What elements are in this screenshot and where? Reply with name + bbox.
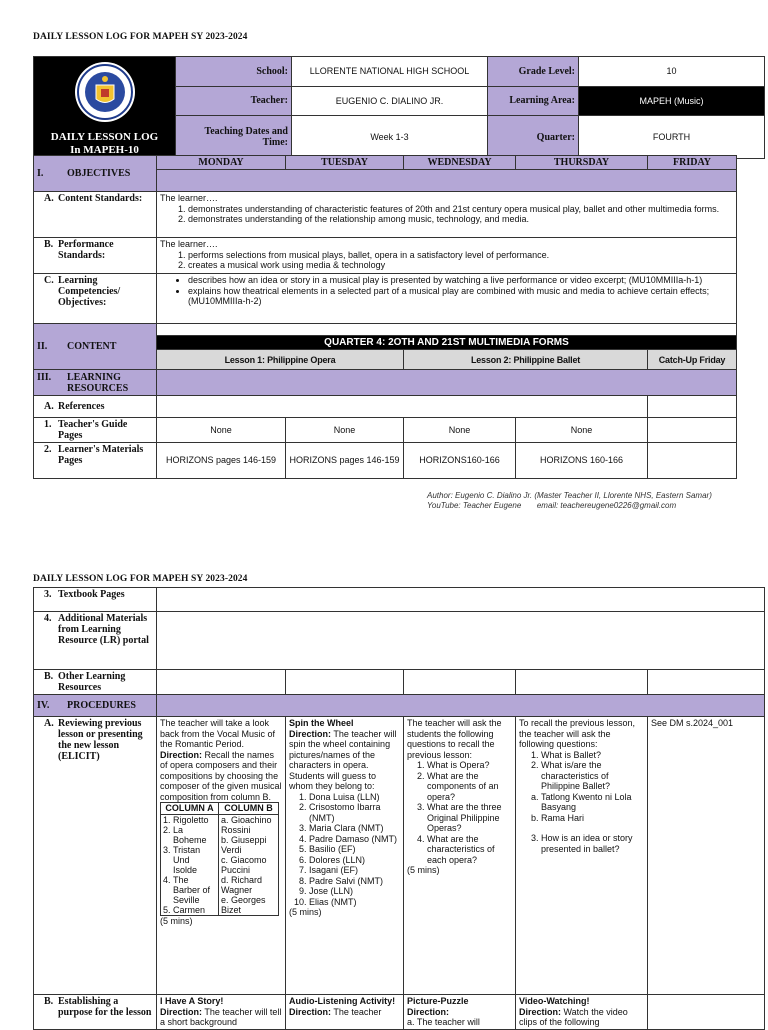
lm-monday: HORIZONS pages 146-159 xyxy=(157,443,286,479)
day-monday: MONDAY xyxy=(157,156,286,170)
references-friday xyxy=(648,396,737,418)
lm-wednesday: HORIZONS160-166 xyxy=(404,443,516,479)
tg-wednesday: None xyxy=(404,418,516,443)
teacher-value: EUGENIO C. DIALINO JR. xyxy=(292,86,488,116)
resources-heading: III. LEARNING RESOURCES xyxy=(34,370,157,396)
page2-title: DAILY LESSON LOG FOR MAPEH SY 2023-2024 xyxy=(33,574,248,584)
review-label: A. Reviewing previous lesson or presenting the new lesson (ELICIT) xyxy=(34,717,157,995)
tg-thursday: None xyxy=(516,418,648,443)
tg-monday: None xyxy=(157,418,286,443)
lm-thursday: HORIZONS 160-166 xyxy=(516,443,648,479)
author-note xyxy=(427,491,712,511)
review-thursday: To recall the previous lesson, the teacher will ask the following questions: 1. What is Ballet? 2. What is/are the characteristics of Philippine Ballet? a. Tatlong Kwento ni Lola Basyang b. Rama Hari 3. How is an idea or story presented in ballet? xyxy=(516,717,648,995)
objectives-spacer xyxy=(157,170,737,192)
school-label: School: xyxy=(176,57,292,87)
purpose-wednesday: Picture-Puzzle Direction: a. The teacher will xyxy=(404,995,516,1030)
day-thursday: THURSDAY xyxy=(516,156,648,170)
purpose-label: B. Establishing a purpose for the lesson xyxy=(34,995,157,1030)
lm-tuesday: HORIZONS pages 146-159 xyxy=(286,443,404,479)
deped-logo-cell xyxy=(34,57,176,159)
tg-label: 1. Teacher's Guide Pages xyxy=(34,418,157,443)
author-line: Author: Eugenio C. Dialino Jr. (Master Teacher II, Llorente NHS, Eastern Samar) xyxy=(427,491,712,500)
dates-label: Teaching Dates and Time: xyxy=(176,116,292,159)
lm-label: 2. Learner's Materials Pages xyxy=(34,443,157,479)
review-friday: See DM s.2024_001 xyxy=(648,717,765,995)
quarter-value: FOURTH xyxy=(579,116,765,159)
content-standards-label: A. Content Standards: xyxy=(34,192,157,238)
log-title-line1: DAILY LESSON LOG xyxy=(50,131,159,143)
other-tuesday xyxy=(286,670,404,695)
additional-label: 4. Additional Materials from Learning Resource (LR) portal xyxy=(34,612,157,670)
textbook-label: 3. Textbook Pages xyxy=(34,588,157,612)
teacher-label: Teacher: xyxy=(176,86,292,116)
performance-standards-label: B. Performance Standards: xyxy=(34,238,157,274)
matching-table: COLUMN A COLUMN B 1. Rigoletto 2. La Boheme 3. Tristan Und Isolde 4. The Barber of Seville 5. Carmen a. Gioachino Rossini b. Giuseppi Verdi c. Giacomo Puccini d. Richard Wagner e. Georges Bizet xyxy=(160,802,279,916)
competencies-label: C. Learning Competencies/ Objectives: xyxy=(34,274,157,324)
quarter-banner: QUARTER 4: 2OTH AND 21ST MULTIMEDIA FORMS xyxy=(157,336,737,350)
author-contact: YouTube: Teacher Eugene email: teachereugene0226@gmail.com xyxy=(427,501,677,510)
lesson-log-table-page2 xyxy=(33,587,765,1030)
lesson-log-table xyxy=(33,155,737,479)
procedures-spacer xyxy=(157,695,765,717)
quarter-label: Quarter: xyxy=(488,116,579,159)
purpose-monday: I Have A Story! Direction: The teacher will tell a short background xyxy=(157,995,286,1030)
content-standards-value: The learner…. 1. demonstrates understanding of characteristic features of 20th and 21st century opera musical play, ballet and other multimedia forms. 2. demonstrates understanding of the relationship among music, technology, and media. xyxy=(157,192,737,238)
grade-value: 10 xyxy=(579,57,765,87)
dates-value: Week 1-3 xyxy=(292,116,488,159)
competencies-value: • describes how an idea or story in a musical play is presented by watching a live performance or video excerpt; (MU10MMIIIa-h-1) • explains how theatrical elements in a selected part of a musical play are combined with music and media to achieve certain effects; (MU10MMIIIa-h-2) xyxy=(157,274,737,324)
page-title: DAILY LESSON LOG FOR MAPEH SY 2023-2024 xyxy=(33,32,248,42)
other-wednesday xyxy=(404,670,516,695)
day-wednesday: WEDNESDAY xyxy=(404,156,516,170)
purpose-tuesday: Audio-Listening Activity! Direction: The teacher xyxy=(286,995,404,1030)
content-spacer xyxy=(157,324,737,336)
catchup-label: Catch-Up Friday xyxy=(648,350,737,370)
other-friday xyxy=(648,670,765,695)
references-label: A. References xyxy=(34,396,157,418)
log-title-line2: In MAPEH-10 xyxy=(70,144,139,156)
area-label: Learning Area: xyxy=(488,86,579,116)
resources-spacer xyxy=(157,370,737,396)
review-monday: The teacher will take a look back from the Vocal Music of the Romantic Period. Direction: Recall the names of opera composers and their compositions by choosing the composer of the given musical composition from column B. COLUMN A COLUMN B 1. Rigoletto 2. La Boheme 3. Tristan Und Isolde 4. The Barber of Seville 5. Carmen a. Gioachino Rossini b. Giuseppi Verdi c. Giacomo Puccini d. Richard Wagner e. Georges Bizet (5 mins) xyxy=(157,717,286,995)
tg-friday xyxy=(648,418,737,443)
other-monday xyxy=(157,670,286,695)
tg-tuesday: None xyxy=(286,418,404,443)
lesson-2-label: Lesson 2: Philippine Ballet xyxy=(404,350,648,370)
purpose-thursday: Video-Watching! Direction: Watch the video clips of the following xyxy=(516,995,648,1030)
deped-seal-icon xyxy=(74,61,136,123)
grade-label: Grade Level: xyxy=(488,57,579,87)
day-tuesday: TUESDAY xyxy=(286,156,404,170)
header-table xyxy=(33,56,765,159)
objectives-heading: I. OBJECTIVES xyxy=(34,156,157,192)
textbook-value xyxy=(157,588,765,612)
day-friday: FRIDAY xyxy=(648,156,737,170)
review-wednesday: The teacher will ask the students the following questions to recall the previous lesson: 1. What is Opera? 2. What are the components of an opera? 3. What are the three Original Philippine Operas? 4. What are the characteristics of each opera? (5 mins) xyxy=(404,717,516,995)
other-thursday xyxy=(516,670,648,695)
school-value: LLORENTE NATIONAL HIGH SCHOOL xyxy=(292,57,488,87)
lm-friday xyxy=(648,443,737,479)
other-resources-label: B. Other Learning Resources xyxy=(34,670,157,695)
additional-value xyxy=(157,612,765,670)
references-value xyxy=(157,396,648,418)
lesson-1-label: Lesson 1: Philippine Opera xyxy=(157,350,404,370)
performance-standards-value: The learner…. 1. performs selections from musical plays, ballet, opera in a satisfactory level of performance. 2. creates a musical work using media & technology xyxy=(157,238,737,274)
review-tuesday: Spin the Wheel Direction: The teacher will spin the wheel containing pictures/names of the characters in opera. Students will guess to whom they belong to: 1. Dona Luisa (LLN) 2. Crisostomo Ibarra (NMT) 3. Maria Clara (NMT) 4. Padre Damaso (NMT) 5. Basilio (EF) 6. Dolores (LLN) 7. Isagani (EF) 8. Padre Salvi (NMT) 9. Jose (LLN) 10. Elias (NMT) (5 mins) xyxy=(286,717,404,995)
content-heading: II. CONTENT xyxy=(34,324,157,370)
area-value: MAPEH (Music) xyxy=(579,86,765,116)
procedures-heading: IV. PROCEDURES xyxy=(34,695,157,717)
